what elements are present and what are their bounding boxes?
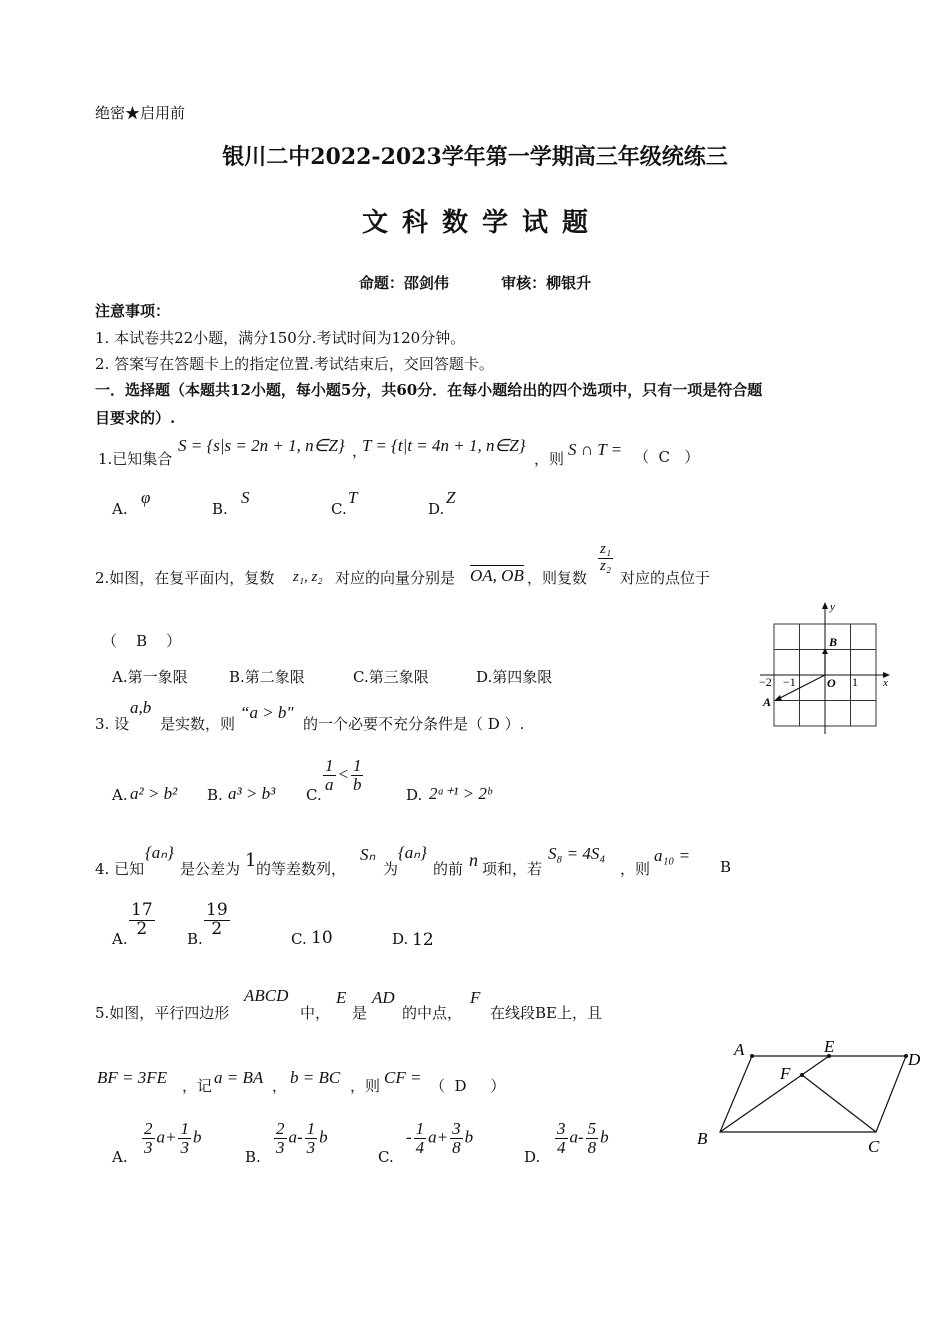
origin-label: O: [827, 676, 836, 690]
frac-num: 2: [144, 1119, 153, 1138]
q4-option-d-label: D.: [392, 930, 409, 948]
q4-mid6: ，则: [620, 860, 651, 878]
point-f: [800, 1073, 804, 1077]
secret-label: 绝密★启用前: [95, 104, 186, 122]
q5-sep: ，: [272, 1077, 288, 1095]
q4-mid4: 的前: [433, 860, 464, 878]
less-than: <: [337, 764, 349, 784]
q5-cf: CF =: [384, 1068, 422, 1087]
q3-option-d: 2ᵃ⁺¹ > 2ᵇ: [429, 784, 492, 803]
section1-line: 一．选择题（本题共12小题，每小题5分，共60分．在每小题给出的四个选项中，只有一项是符合题: [95, 381, 763, 399]
q5-answer: （ D ）: [430, 1077, 506, 1095]
tick-1: 1: [852, 675, 858, 689]
frac-den: 3: [180, 1137, 189, 1157]
fraction: [323, 757, 336, 794]
fraction: [274, 1120, 287, 1157]
q5-option-b-label: B.: [245, 1148, 261, 1166]
vector: b: [464, 1127, 474, 1147]
q1-comma: ，: [352, 442, 368, 460]
frac-num: 3: [452, 1119, 461, 1138]
vector: b: [600, 1127, 609, 1147]
q5-option-c-label: C.: [378, 1148, 394, 1166]
q3-option-c: [321, 757, 365, 794]
label-a: A: [734, 1040, 745, 1059]
y-label: y: [830, 601, 835, 613]
fraction: [450, 1120, 463, 1157]
tick-minus-2: −2: [759, 675, 772, 689]
q3-option-d-label: D.: [406, 786, 423, 804]
fraction: [178, 1120, 191, 1157]
section1-line2: 目要求的）.: [95, 409, 176, 427]
vector: a: [428, 1127, 437, 1147]
q1-option-label: A.: [112, 500, 128, 518]
q4-mid1: 是公差为: [180, 860, 241, 878]
q2-answer: （ B ）: [102, 632, 182, 650]
q4-sequence-2: {aₙ}: [398, 843, 427, 862]
q1-answer: （ C ）: [634, 448, 700, 466]
q2-option: D.第四象限: [476, 668, 553, 686]
q4-option-b-label: B.: [187, 930, 203, 948]
q1-option-value: T: [348, 488, 358, 507]
q5-vector-b: b = BC: [290, 1068, 341, 1087]
frac-num: 1: [180, 1119, 189, 1138]
q3-option-b-label: B.: [207, 786, 223, 804]
q4-option-c: 10: [311, 928, 333, 948]
q2-mid: 对应的向量分别是: [335, 569, 456, 587]
operator: +: [165, 1127, 177, 1147]
q1-option-label: D.: [428, 500, 445, 518]
fraction: [555, 1120, 568, 1157]
point-b-label: B: [829, 635, 838, 649]
fraction: [414, 1120, 427, 1157]
fraction: [305, 1120, 318, 1157]
q4-option-c-label: C.: [291, 930, 307, 948]
frac-num: 17: [131, 900, 153, 920]
q5-option-a-label: A.: [112, 1148, 128, 1166]
vector: a: [569, 1127, 578, 1147]
fraction: [351, 757, 364, 794]
q4-a10: a₁₀ =: [654, 846, 691, 865]
q1-option-value: Z: [446, 488, 456, 507]
q4-mid2: 的等差数列，: [256, 860, 347, 878]
label-e: E: [824, 1037, 835, 1056]
point-a: [750, 1054, 754, 1058]
q5-condition: BF = 3FE: [97, 1068, 168, 1087]
q5-e: E: [336, 988, 347, 1007]
q2-prefix: 2.如图，在复平面内，复数: [95, 569, 275, 587]
q1-mid: ，则: [534, 450, 565, 468]
q4-answer: B: [720, 858, 732, 876]
q1-set-s: S = {s|s = 2n + 1, n∈Z}: [178, 436, 345, 455]
frac-num: 1: [415, 1119, 425, 1138]
q2-option: A.第一象限: [112, 668, 188, 686]
authors-line: 命题：邵剑伟 审核：柳银升: [358, 274, 592, 292]
frac-den: 4: [557, 1137, 566, 1157]
frac-num: 2: [276, 1119, 285, 1138]
vector: b: [192, 1127, 202, 1147]
q5-option-d: [553, 1120, 609, 1157]
q5-f: F: [470, 988, 481, 1007]
q3-option-b: a³ > b³: [228, 784, 276, 803]
frac-den: 3: [144, 1137, 153, 1157]
frac-den: 2: [211, 918, 223, 939]
q4-mid5: 项和，若: [482, 860, 543, 878]
x-label: x: [883, 677, 888, 689]
q3-prefix: 3. 设: [95, 715, 130, 733]
q5-option-b: [272, 1120, 328, 1157]
q4-condition: S₈ = 4S₄: [548, 844, 606, 863]
frac-num: 5: [587, 1119, 597, 1138]
q5-option-d-label: D.: [524, 1148, 541, 1166]
frac-num: 1: [352, 756, 362, 775]
vector: a: [156, 1127, 165, 1147]
label-f: F: [780, 1064, 791, 1083]
segment-fc: [802, 1075, 876, 1132]
frac-den: 4: [415, 1137, 425, 1157]
q2-z: z₁, z₂: [293, 569, 323, 585]
q4-option-d: 12: [412, 930, 434, 950]
q5-prefix: 5.如图，平行四边形: [95, 1004, 230, 1022]
vector-oa-head: [774, 695, 782, 701]
operator: -: [578, 1127, 584, 1147]
q5-ad: AD: [372, 988, 395, 1007]
q4-sn: Sₙ: [360, 845, 376, 864]
vector-ob-head: [822, 648, 828, 654]
frac-den: 3: [306, 1137, 316, 1157]
q4-sequence: {aₙ}: [145, 843, 174, 862]
q5-parallelogram-figure: [690, 1030, 935, 1160]
q5-abcd: ABCD: [244, 986, 289, 1005]
q1-expr: S ∩ T =: [568, 440, 623, 459]
note-item: 2. 答案写在答题卡上的指定位置.考试结束后，交回答题卡。: [95, 355, 494, 373]
q4-mid3: 为: [383, 860, 399, 878]
frac-num: 3: [557, 1119, 566, 1138]
q3-option-a: a² > b²: [130, 784, 178, 803]
sign: -: [406, 1127, 412, 1147]
q2-suffix: 对应的点位于: [620, 569, 711, 587]
q2-fraction: [598, 542, 613, 575]
label-d: D: [908, 1050, 921, 1069]
exam-subtitle: 文科数学试题: [361, 208, 602, 238]
frac-den: 3: [276, 1137, 285, 1157]
q2-option: B.第二象限: [229, 668, 305, 686]
q4-one: 1: [245, 850, 257, 871]
fraction: [586, 1120, 599, 1157]
fraction: [142, 1120, 155, 1157]
note-item: 1. 本试卷共22小题，满分150分.考试时间为120分钟。: [95, 329, 466, 347]
label-b: B: [697, 1129, 708, 1148]
q4-option-a-fraction: [129, 902, 155, 939]
frac-num: 1: [306, 1119, 316, 1138]
operator: +: [436, 1127, 449, 1147]
q5-mid4: 在线段BE上，且: [490, 1004, 602, 1022]
exam-title: 银川二中2022-2023学年第一学期高三年级统练三: [222, 144, 728, 170]
q3-condition: “a > b": [240, 703, 294, 722]
q3-suffix: 的一个必要不充分条件是（ D ）.: [303, 715, 525, 733]
q2-frac-num: z₁: [600, 541, 612, 557]
frac-den: 8: [452, 1137, 461, 1157]
q3-option-a-label: A.: [112, 786, 128, 804]
frac-den: 8: [587, 1137, 597, 1157]
q5-option-c: [406, 1120, 473, 1157]
frac-den: a: [325, 774, 334, 794]
q5-mid2: 是: [352, 1004, 368, 1022]
q3-mid: 是实数，则: [160, 715, 236, 733]
vector: b: [319, 1127, 328, 1147]
q5-mid5: ，记: [182, 1077, 213, 1095]
vector: a: [288, 1127, 297, 1147]
q2-vectors: OA, OB: [470, 566, 524, 585]
q1-prefix: 1.已知集合: [98, 450, 173, 468]
q4-option-b-fraction: [204, 902, 230, 939]
frac-num: 1: [325, 756, 334, 775]
q4-n: n: [469, 850, 478, 870]
q3-vars: a,b: [130, 698, 152, 717]
q5-option-a: [140, 1120, 201, 1157]
q5-mid3: 的中点，: [402, 1004, 463, 1022]
notes-heading: 注意事项：: [95, 302, 171, 320]
q4-option-a-label: A.: [112, 930, 128, 948]
point-a-label: A: [763, 695, 772, 709]
q1-set-t: T = {t|t = 4n + 1, n∈Z}: [362, 436, 526, 455]
q1-option-label: C.: [331, 500, 347, 518]
q5-mid1: 中，: [300, 1004, 331, 1022]
q4-prefix: 4. 已知: [95, 860, 145, 878]
q3-option-c-label: C.: [306, 786, 322, 804]
tick-minus-1: −1: [783, 675, 796, 689]
frac-num: 19: [206, 900, 228, 920]
q2-mid2: ，则复数: [527, 569, 588, 587]
q1-option-value: φ: [141, 488, 151, 507]
q2-complex-plane-figure: [756, 598, 896, 738]
q5-mid6: ，则: [350, 1077, 381, 1095]
frac-den: b: [352, 774, 362, 794]
q2-frac-den: z₂: [600, 557, 612, 574]
q1-option-label: B.: [212, 500, 228, 518]
q2-option: C.第三象限: [353, 668, 429, 686]
q5-vector-a: a = BA: [214, 1068, 264, 1087]
y-axis-arrow: [822, 602, 828, 609]
q1-option-value: S: [241, 488, 250, 507]
label-c: C: [868, 1137, 880, 1156]
frac-den: 2: [136, 918, 148, 939]
operator: -: [297, 1127, 303, 1147]
